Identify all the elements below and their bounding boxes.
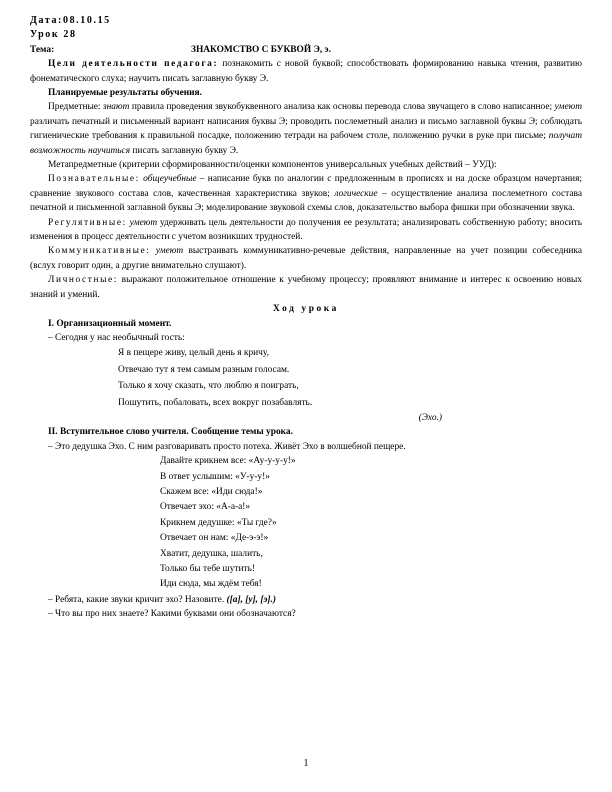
- poem-line: Отвечает эхо: «А-а-а!»: [160, 502, 251, 513]
- topic-title: ЗНАКОМСТВО С БУКВОЙ Э, э.: [191, 44, 331, 55]
- poem-line: Иди сюда, мы ждём тебя!: [160, 579, 262, 590]
- regulatory-paragraph: [30, 216, 582, 245]
- subject-keyword-know: знают: [100, 102, 130, 113]
- question-2: – Что вы про них знаете? Какими буквами они обозначаются?: [48, 609, 296, 620]
- lesson-date: Дата:08.10.15: [30, 15, 111, 26]
- section-1-heading: I. Организационный момент.: [48, 318, 172, 329]
- question-1: [30, 593, 582, 607]
- communicative-keyword: умеют: [150, 246, 184, 257]
- section-1-poem: [30, 345, 582, 411]
- page-number: 1: [303, 758, 309, 769]
- topic-label: Тема:: [30, 44, 55, 55]
- cognitive-paragraph: [30, 172, 582, 215]
- cognitive-keyword-general: общеучебные: [139, 174, 197, 185]
- goals-label: Цели деятельности педагога:: [48, 59, 219, 70]
- subject-text-3: писать заглавную букву Э.: [130, 145, 239, 156]
- poem-line: Пошутить, побаловать, всех вокруг позабавлять.: [118, 397, 313, 408]
- lesson-number: Урок 28: [30, 29, 77, 41]
- subject-keyword-learn: получат возможность научиться: [30, 131, 583, 156]
- section-2-intro: – Это дедушка Эхо. С ним разговаривать просто потеха. Живёт Эхо в волшебной пещере.: [48, 441, 406, 452]
- poem-line: Крикнем дедушке: «Ты где?»: [160, 517, 277, 528]
- question-1-answer: ([а], [у], [э].): [224, 594, 276, 605]
- section-2-poem: [30, 454, 582, 593]
- regulatory-keyword: умеют: [126, 217, 158, 228]
- regulatory-text: удерживать цель деятельности до получения ее результата; анализировать собственную работу; вносить изменения в процесс деятельности с учетом возникших трудностей.: [30, 217, 583, 243]
- personal-paragraph: [30, 273, 582, 302]
- subject-text-1: правила проведения звукобуквенного анализа как основы перевода слова звучащего в слово написанное;: [129, 102, 553, 113]
- poem-line: Хватит, дедушка, шалить,: [160, 548, 263, 559]
- echo-answer: (Эхо.): [418, 412, 442, 423]
- subject-text-2: различать печатный и письменный вариант написания буквы Э; проводить послеметный анализ и письмо заглавной буквы Э; соблюдать гигиенические требования к правильной посадке, положению тетради на рабочем столе, положению ручки в руке при письме;: [30, 116, 582, 142]
- personal-text: выражают положительное отношение к учебному процессу; проявляют внимание и интерес к освоению новых знаний и умений.: [30, 275, 582, 300]
- cognitive-text-1: – написание букв по аналогии с предложенным в прописях и на доске образцом начертания; сравнение звукового состава слов, качественная характеристика звуков;: [30, 174, 582, 199]
- poem-line: В ответ услышим: «У-у-у!»: [160, 471, 270, 482]
- document-page: [30, 14, 582, 622]
- communicative-paragraph: [30, 244, 582, 273]
- section-2-heading: II. Вступительное слово учителя. Сообщение темы урока.: [48, 427, 293, 438]
- subject-label: Предметные:: [48, 102, 101, 113]
- planned-results-heading: Планируемые результаты обучения.: [48, 88, 202, 99]
- personal-label: Личностные:: [48, 275, 118, 286]
- poem-line: Я в пещере живу, целый день я кричу,: [118, 348, 269, 359]
- section-1-intro: – Сегодня у нас необычный гость:: [48, 332, 185, 343]
- goals-paragraph: [30, 57, 582, 86]
- poem-line: Отвечаю тут я тем самым разным голосам.: [118, 364, 290, 375]
- question-1-text: – Ребята, какие звуки кричит эхо? Назовите.: [48, 594, 225, 605]
- topic-line: [30, 43, 582, 57]
- poem-line: Только я хочу сказать, что люблю я поиграть,: [118, 381, 299, 392]
- regulatory-label: Регулятивные:: [48, 217, 127, 228]
- goals-text: познакомить с новой буквой; способствовать формированию навыка чтения, развитию фонематического слуха; научить писать заглавную букву Э.: [30, 59, 582, 84]
- metasubject-paragraph: Метапредметные (критерии сформированности/оценки компонентов универсальных учебных действий – УУД):: [48, 160, 497, 171]
- subject-results-paragraph: [30, 100, 582, 158]
- cognitive-keyword-logical: логические: [329, 188, 378, 199]
- cognitive-text-2: – осуществление анализа послеметного состава печатной и письменной заглавной буквы Э; моделирование звуковой схемы слов, доказательство выбора фишки при обозначении звука.: [30, 188, 583, 214]
- subject-keyword-can: умеют: [552, 102, 583, 113]
- lesson-flow-heading: Ход урока: [273, 304, 339, 315]
- poem-line: Отвечает он нам: «Де-э-э!»: [160, 533, 269, 544]
- poem-line: Давайте крикнем все: «Ау-у-у-у!»: [160, 456, 296, 467]
- poem-line: Только бы тебе шутить!: [160, 564, 255, 575]
- poem-line: Скажем все: «Иди сюда!»: [160, 486, 263, 497]
- communicative-text: выстраивать коммуникативно-речевые действия, направленные на учет позиции собеседника (вслух говорит один, а другие внимательно слушают).: [30, 246, 582, 271]
- cognitive-label: Познавательные:: [48, 174, 140, 185]
- communicative-label: Коммуникативные:: [48, 246, 151, 257]
